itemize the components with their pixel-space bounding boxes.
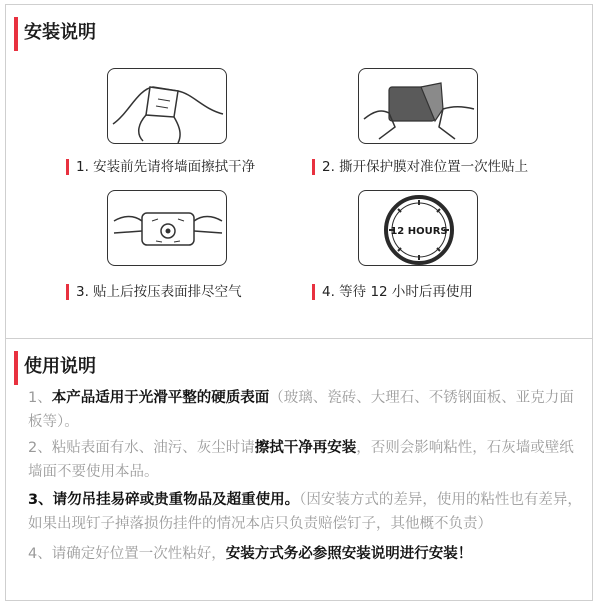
usage-section-title: 使用说明 bbox=[14, 356, 96, 378]
usage-item-2-text: 2、粘贴表面有水、油污、灰尘时请 bbox=[28, 440, 255, 456]
clock-label: 12 HOURS bbox=[390, 226, 448, 237]
usage-item-1-number: 1、 bbox=[28, 390, 52, 406]
usage-item-3 bbox=[28, 488, 584, 536]
section-divider bbox=[6, 338, 592, 339]
usage-item-1 bbox=[28, 386, 584, 434]
usage-item-2 bbox=[28, 436, 584, 484]
usage-item-1-note: （玻璃、瓷砖、大理石、不锈钢面板、亚克力面板等）。 bbox=[28, 390, 574, 430]
usage-item-4-emphasis: 安装方式务必参照安装说明进行安装！ bbox=[225, 546, 473, 562]
clock-icon bbox=[358, 190, 478, 266]
press-hook-icon bbox=[107, 190, 227, 266]
install-section-title: 安装说明 bbox=[14, 22, 96, 44]
usage-item-3-emphasis: 请勿吊挂易碎或贵重物品及超重使用。 bbox=[52, 492, 300, 508]
usage-item-2-emphasis: 擦拭干净再安装 bbox=[254, 440, 357, 456]
install-step-1: 1. 安装前先请将墙面擦拭干净 bbox=[66, 158, 255, 176]
install-step-3: 3. 贴上后按压表面排尽空气 bbox=[66, 283, 242, 301]
usage-item-3-note: （因安装方式的差异，使用的粘性也有差异，如果出现钉子掉落损伤挂件的情况本店只负责赔偿钉子，其他概不负责） bbox=[28, 492, 582, 532]
usage-item-3-number: 3、 bbox=[28, 492, 53, 508]
wipe-wall-icon bbox=[107, 68, 227, 144]
usage-item-4-text: 4、请确定好位置一次性粘好， bbox=[28, 546, 226, 562]
usage-item-4 bbox=[28, 542, 584, 566]
install-step-4: 4. 等待 12 小时后再使用 bbox=[312, 283, 473, 301]
peel-film-icon bbox=[358, 68, 478, 144]
usage-item-1-emphasis: 本产品适用于光滑平整的硬质表面 bbox=[51, 390, 270, 406]
install-step-2: 2. 撕开保护膜对准位置一次性贴上 bbox=[312, 158, 528, 176]
usage-item-2-note: ，否则会影响粘性，石灰墙或壁纸墙面不要使用本品。 bbox=[28, 440, 574, 480]
